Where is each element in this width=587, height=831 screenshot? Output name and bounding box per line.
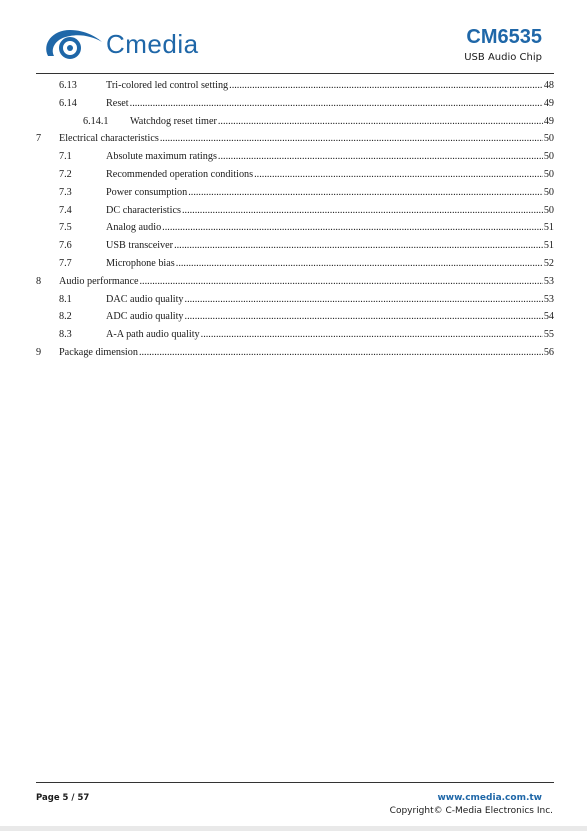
toc-section-title: Watchdog reset timer <box>130 115 217 127</box>
toc-section-title: Reset <box>106 97 129 109</box>
toc-section-number: 7.5 <box>59 222 72 234</box>
toc-section-number: 6.13 <box>59 80 77 91</box>
toc-section-title: Electrical characteristics <box>59 133 159 145</box>
toc-dot-leader <box>218 115 543 129</box>
toc-page-number: 54 <box>543 311 554 323</box>
toc-section-title: Analog audio <box>106 222 162 234</box>
toc-section-number: 7.6 <box>59 240 72 252</box>
toc-entry[interactable] <box>36 115 554 129</box>
copyright-notice: Copyright© C-Media Electronics Inc. <box>389 806 553 816</box>
product-title: CM6535 <box>466 26 542 48</box>
page-bottom-edge <box>0 826 587 831</box>
toc-dot-leader <box>162 221 543 235</box>
toc-dot-leader <box>185 293 543 307</box>
toc-dot-leader <box>140 275 543 289</box>
toc-entry[interactable] <box>36 346 554 360</box>
toc-section-number: 7 <box>36 133 42 145</box>
header-divider <box>36 73 554 74</box>
toc-section-number: 7.4 <box>59 204 72 216</box>
toc-dot-leader <box>229 79 543 93</box>
toc-dot-leader <box>160 132 543 146</box>
toc-dot-leader <box>218 150 543 164</box>
toc-entry[interactable] <box>36 186 554 200</box>
toc-section-title: USB transceiver <box>106 240 174 252</box>
toc-dot-leader <box>139 346 543 360</box>
toc-entry[interactable] <box>36 221 554 235</box>
toc-section-number: 7.1 <box>59 151 72 163</box>
toc-page-number: 51 <box>543 222 554 234</box>
toc-entry[interactable] <box>36 97 554 111</box>
toc-section-number: 8.1 <box>59 293 72 305</box>
product-subtitle: USB Audio Chip <box>464 52 542 63</box>
toc-entry[interactable] <box>36 275 554 289</box>
toc-section-number: 8.3 <box>59 329 72 341</box>
website-link[interactable]: www.cmedia.com.tw <box>437 793 542 803</box>
toc-dot-leader <box>254 168 543 182</box>
toc-page-number: 50 <box>543 186 554 198</box>
toc-section-number: 7.7 <box>59 258 72 269</box>
toc-section-title: Absolute maximum ratings <box>106 151 217 163</box>
toc-page-number: 52 <box>543 258 554 269</box>
toc-page-number: 50 <box>543 151 554 163</box>
toc-section-number: 8.2 <box>59 311 72 323</box>
toc-page-number: 53 <box>543 275 554 287</box>
toc-dot-leader <box>130 97 543 111</box>
page-number: Page 5 / 57 <box>36 793 90 803</box>
toc-section-number: 6.14 <box>59 97 77 109</box>
toc-section-title: Package dimension <box>59 347 138 358</box>
toc-section-title: Microphone bias <box>106 258 175 269</box>
toc-page-number: 56 <box>543 347 554 358</box>
toc-entry[interactable] <box>36 79 554 93</box>
toc-entry[interactable] <box>36 293 554 307</box>
toc-page-number: 53 <box>543 293 554 305</box>
toc-section-title: Audio performance <box>59 275 139 287</box>
logo-wordmark: Cmedia <box>106 29 199 59</box>
toc-dot-leader <box>174 239 543 253</box>
toc-section-number: 8 <box>36 275 42 287</box>
footer-divider <box>36 782 554 783</box>
toc-dot-leader <box>201 328 543 342</box>
toc-section-title: Power consumption <box>106 186 188 198</box>
toc-section-title: DAC audio quality <box>106 293 184 305</box>
toc-section-number: 6.14.1 <box>83 115 109 127</box>
swirl-logo-icon <box>42 26 104 62</box>
toc-section-number: 9 <box>36 347 42 358</box>
toc-dot-leader <box>182 204 543 218</box>
toc-section-title: Tri-colored led control setting <box>106 80 229 91</box>
toc-section-title: A-A path audio quality <box>106 329 200 341</box>
toc-page-number: 50 <box>543 204 554 216</box>
toc-entry[interactable] <box>36 310 554 324</box>
toc-dot-leader <box>185 310 543 324</box>
toc-dot-leader <box>176 257 543 271</box>
cmedia-logo <box>42 26 212 62</box>
toc-entry[interactable] <box>36 328 554 342</box>
toc-entry[interactable] <box>36 239 554 253</box>
toc-entry[interactable] <box>36 204 554 218</box>
toc-page-number: 49 <box>543 115 554 127</box>
toc-page-number: 50 <box>543 133 554 145</box>
toc-entry[interactable] <box>36 168 554 182</box>
toc-page-number: 51 <box>543 240 554 252</box>
toc-dot-leader <box>188 186 543 200</box>
toc-section-title: DC characteristics <box>106 204 181 216</box>
toc-entry[interactable] <box>36 257 554 271</box>
toc-page-number: 48 <box>543 80 554 91</box>
toc-entry[interactable] <box>36 132 554 146</box>
toc-page-number: 55 <box>543 329 554 341</box>
toc-entry[interactable] <box>36 150 554 164</box>
toc-section-number: 7.2 <box>59 169 72 180</box>
toc-page-number: 50 <box>543 169 554 180</box>
toc-section-title: ADC audio quality <box>106 311 184 323</box>
toc-page-number: 49 <box>543 97 554 109</box>
toc-section-title: Recommended operation conditions <box>106 169 254 180</box>
toc-section-number: 7.3 <box>59 186 72 198</box>
